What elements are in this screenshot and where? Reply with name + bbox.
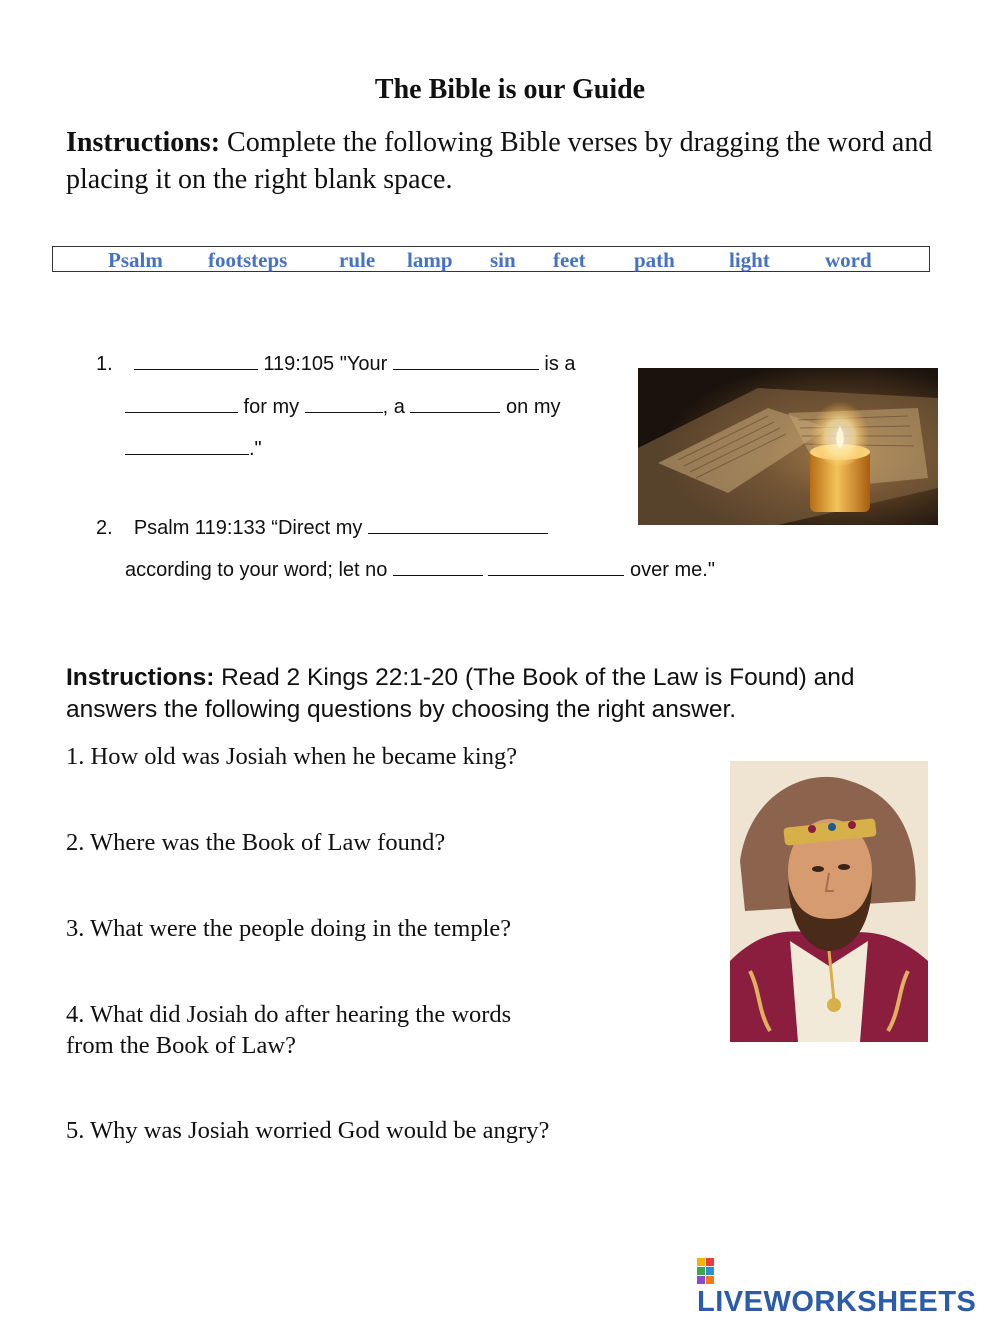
verse-1-text-f: ." [249, 438, 262, 460]
instructions-2-label: Instructions: [66, 664, 215, 691]
instructions-2-text: Read 2 Kings 22:1-20 (The Book of the Law is Found) and answers the following questions by choosing the right answer. [66, 664, 855, 723]
blank-verse1-4[interactable] [305, 394, 383, 413]
liveworksheets-logo-text: LIVEWORKSHEETS [697, 1286, 977, 1318]
verse-2-line-2 [125, 557, 715, 582]
instructions-label: Instructions: [66, 127, 221, 158]
question-3: 3. What were the people doing in the temple? [66, 915, 512, 942]
blank-verse2-2[interactable] [393, 557, 483, 576]
verse-1-line-1 [96, 351, 576, 376]
word-bank-item[interactable]: lamp [407, 248, 453, 272]
king-josiah-image [730, 761, 928, 1042]
verse-2-text-a: Psalm 119:133 “Direct my [133, 517, 368, 539]
bible-candle-image [638, 368, 938, 525]
word-bank [52, 246, 930, 272]
instructions-text: Complete the following Bible verses by dragging the word and placing it on the right blank space. [66, 127, 933, 195]
verse-2-number: 2. [96, 517, 113, 539]
question-2: 2. Where was the Book of Law found? [66, 829, 446, 856]
word-bank-item[interactable]: rule [339, 248, 376, 272]
word-bank-item[interactable]: path [634, 248, 675, 272]
word-bank-item[interactable]: sin [490, 248, 516, 272]
king-josiah-illustration [730, 761, 928, 1042]
liveworksheets-logo [697, 1256, 1000, 1318]
instructions-drag [66, 124, 946, 198]
verse-2-text-b: according to your word; let no [125, 559, 393, 581]
verse-1-text-c: for my [238, 396, 305, 418]
verse-1-text-a: 119:105 "Your [257, 353, 393, 375]
question-5: 5. Why was Josiah worried God would be angry? [66, 1117, 550, 1144]
blank-verse1-5[interactable] [410, 394, 500, 413]
blank-verse1-3[interactable] [125, 394, 238, 413]
word-bank-item[interactable]: light [729, 248, 770, 272]
question-4: 4. What did Josiah do after hearing the words [66, 1001, 512, 1028]
verse-2-line-1 [96, 515, 548, 540]
verse-1-line-3 [125, 436, 262, 461]
word-bank-item[interactable]: Psalm [108, 248, 163, 272]
blank-verse1-1[interactable] [134, 351, 258, 370]
bible-candle-illustration [638, 368, 938, 525]
verse-1-text-e: on my [500, 396, 561, 418]
blank-verse2-1[interactable] [368, 515, 548, 534]
blank-verse2-3[interactable] [488, 557, 624, 576]
question-1: 1. How old was Josiah when he became king? [66, 743, 518, 770]
liveworksheets-logo-icon [697, 1258, 723, 1286]
instructions-questions [66, 662, 946, 726]
word-bank-item[interactable]: word [825, 248, 872, 272]
question-4-continued: from the Book of Law? [66, 1032, 296, 1059]
blank-verse1-2[interactable] [393, 351, 539, 370]
word-bank-item[interactable]: footsteps [208, 248, 288, 272]
verse-1-text-b: is a [538, 353, 576, 375]
verse-1-text-d: , a [382, 396, 411, 418]
word-bank-item[interactable]: feet [553, 248, 586, 272]
verse-1-line-2 [125, 394, 561, 419]
page-title: The Bible is our Guide [374, 74, 646, 105]
verse-2-text-c: over me." [624, 559, 715, 581]
blank-verse1-6[interactable] [125, 436, 249, 455]
verse-1-number: 1. [96, 353, 113, 375]
